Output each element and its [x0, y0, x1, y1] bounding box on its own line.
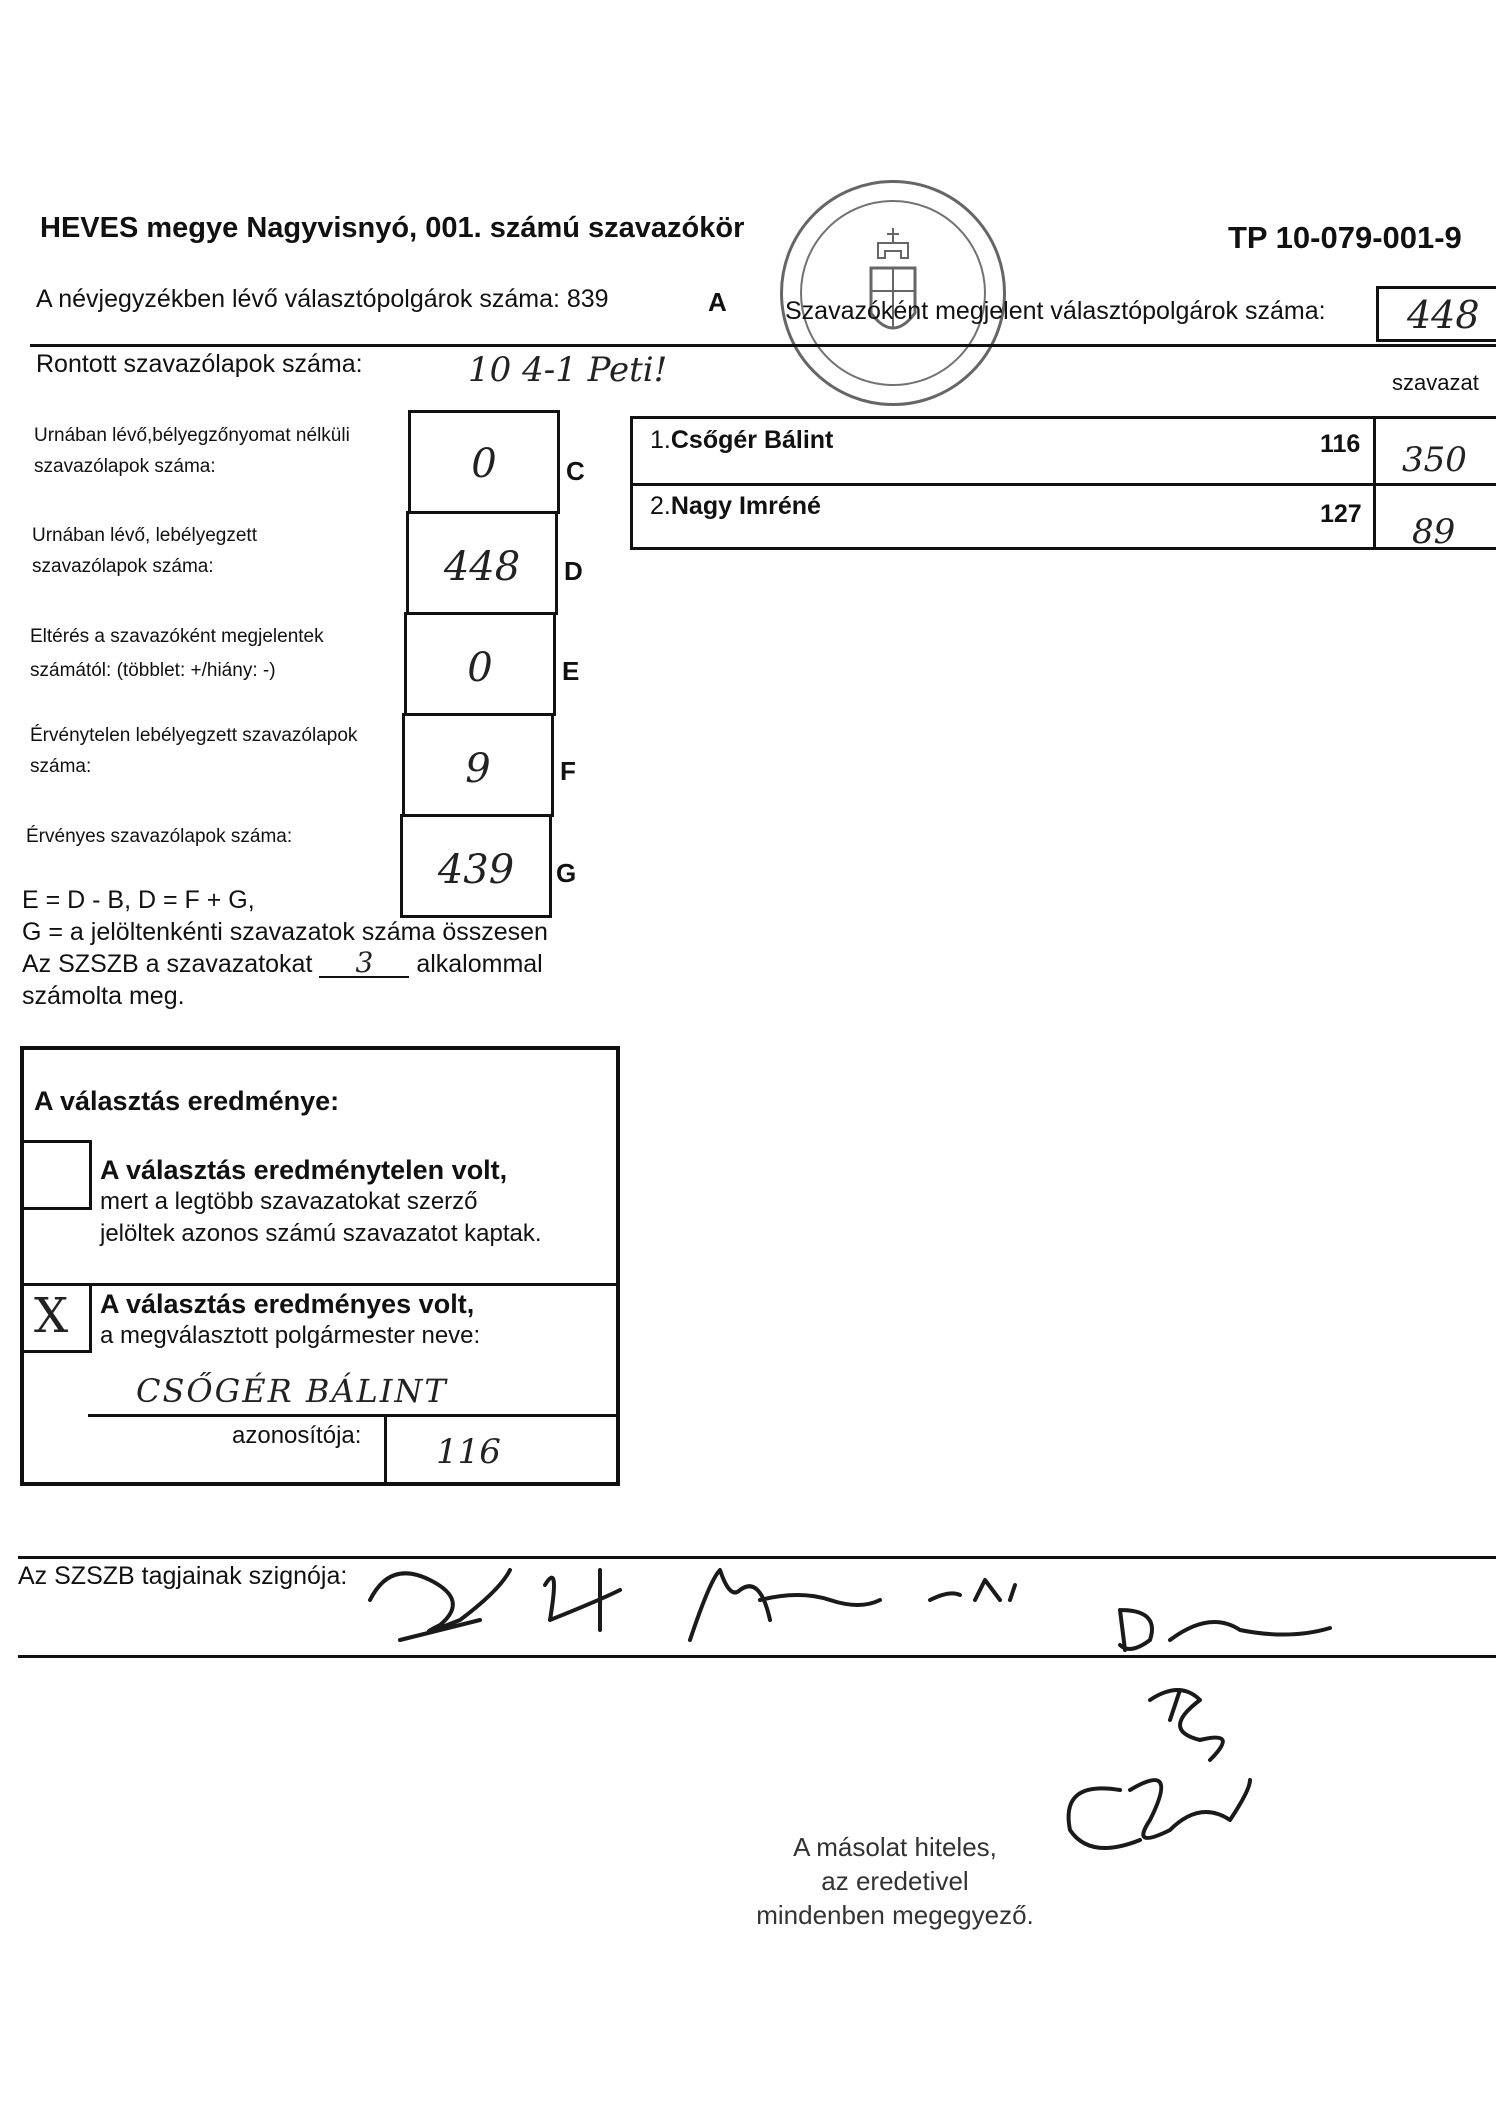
- option2-line: a megválasztott polgármester neve:: [100, 1322, 481, 1349]
- row-label-e: Eltérés a szavazóként megjelentek számától: (többlet: +/hiány: -): [30, 626, 324, 681]
- formula-line-2: G = a jelöltenkénti szavazatok száma összesen: [22, 918, 548, 946]
- count-rounds-value: 3: [319, 950, 409, 978]
- candidate-id-1: 116: [1320, 430, 1361, 458]
- formula-line-3: Az SZSZB a szavazatokat 3 alkalommal: [22, 946, 543, 979]
- option2-mark: X: [34, 1288, 69, 1344]
- candidate-name: Csőgér Bálint: [670, 426, 834, 454]
- appeared-voters-value: 448: [1407, 293, 1480, 337]
- registered-voters-label: A névjegyzékben lévő választópolgárok száma: 839: [36, 285, 609, 313]
- count-value-c: 0: [471, 441, 497, 487]
- spoiled-ballots-value: 10 4-1 Peti!: [468, 350, 668, 390]
- id-value: 116: [436, 1432, 501, 1472]
- option1-line-1: mert a legtöbb szavazatokat szerző: [100, 1188, 478, 1215]
- appeared-voters-label: Szavazóként megjelent választópolgárok száma:: [785, 297, 1326, 325]
- document-code: TP 10-079-001-9: [1228, 220, 1462, 255]
- row-label-g: Érvényes szavazólapok száma:: [26, 826, 293, 847]
- row-letter-c: C: [566, 456, 585, 486]
- letter-a: A: [708, 287, 727, 317]
- row-letter-d: D: [564, 556, 583, 586]
- document-title: HEVES megye Nagyvisnyó, 001. számú szavazókör: [40, 212, 745, 244]
- row-label-d: Urnában lévő, lebélyegzett szavazólapok száma:: [32, 525, 257, 577]
- row-letter-f: F: [560, 756, 576, 786]
- count-value-e: 0: [467, 645, 493, 691]
- signatures-label: Az SZSZB tagjainak szignója:: [18, 1562, 348, 1590]
- candidate-votes-2: 89: [1412, 512, 1456, 552]
- row-letter-g: G: [556, 858, 577, 888]
- row-label-c: Urnában lévő,bélyegzőnyomat nélküli szavazólapok száma:: [34, 425, 350, 477]
- row-letter-e: E: [562, 656, 580, 686]
- option1-line-2: jelöltek azonos számú szavazatot kaptak.: [100, 1220, 542, 1247]
- count-value-f: 9: [465, 746, 491, 792]
- certification-line-3: mindenben megegyező.: [756, 1900, 1034, 1930]
- certification-text: [740, 1830, 1050, 1932]
- count-value-d: 448: [443, 544, 521, 590]
- certification-line-2: az eredetivel: [821, 1866, 969, 1896]
- id-label: azonosítója:: [232, 1422, 362, 1449]
- mayor-name: CSŐGÉR BÁLINT: [136, 1372, 448, 1410]
- candidate-id-2: 127: [1320, 500, 1362, 528]
- certification-line-1: A másolat hiteles,: [793, 1832, 997, 1862]
- count-value-g: 439: [437, 847, 515, 893]
- candidate-name: Nagy Imréné: [670, 492, 821, 520]
- formula-line-4: számolta meg.: [22, 982, 185, 1010]
- candidate-number: 2.: [650, 492, 671, 520]
- option2-bold: A választás eredményes volt,: [100, 1289, 475, 1319]
- result-title: A választás eredménye:: [34, 1086, 340, 1116]
- row-label-f: Érvénytelen lebélyegzett szavazólapok száma:: [30, 725, 358, 777]
- option1-bold: A választás eredménytelen volt,: [100, 1155, 508, 1185]
- column-header-votes: szavazat: [1392, 370, 1479, 395]
- formula-line-1: E = D - B, D = F + G,: [22, 886, 255, 914]
- candidate-number: 1.: [650, 426, 671, 454]
- spoiled-ballots-label: Rontott szavazólapok száma:: [36, 350, 363, 378]
- candidate-votes-1: 350: [1402, 440, 1467, 480]
